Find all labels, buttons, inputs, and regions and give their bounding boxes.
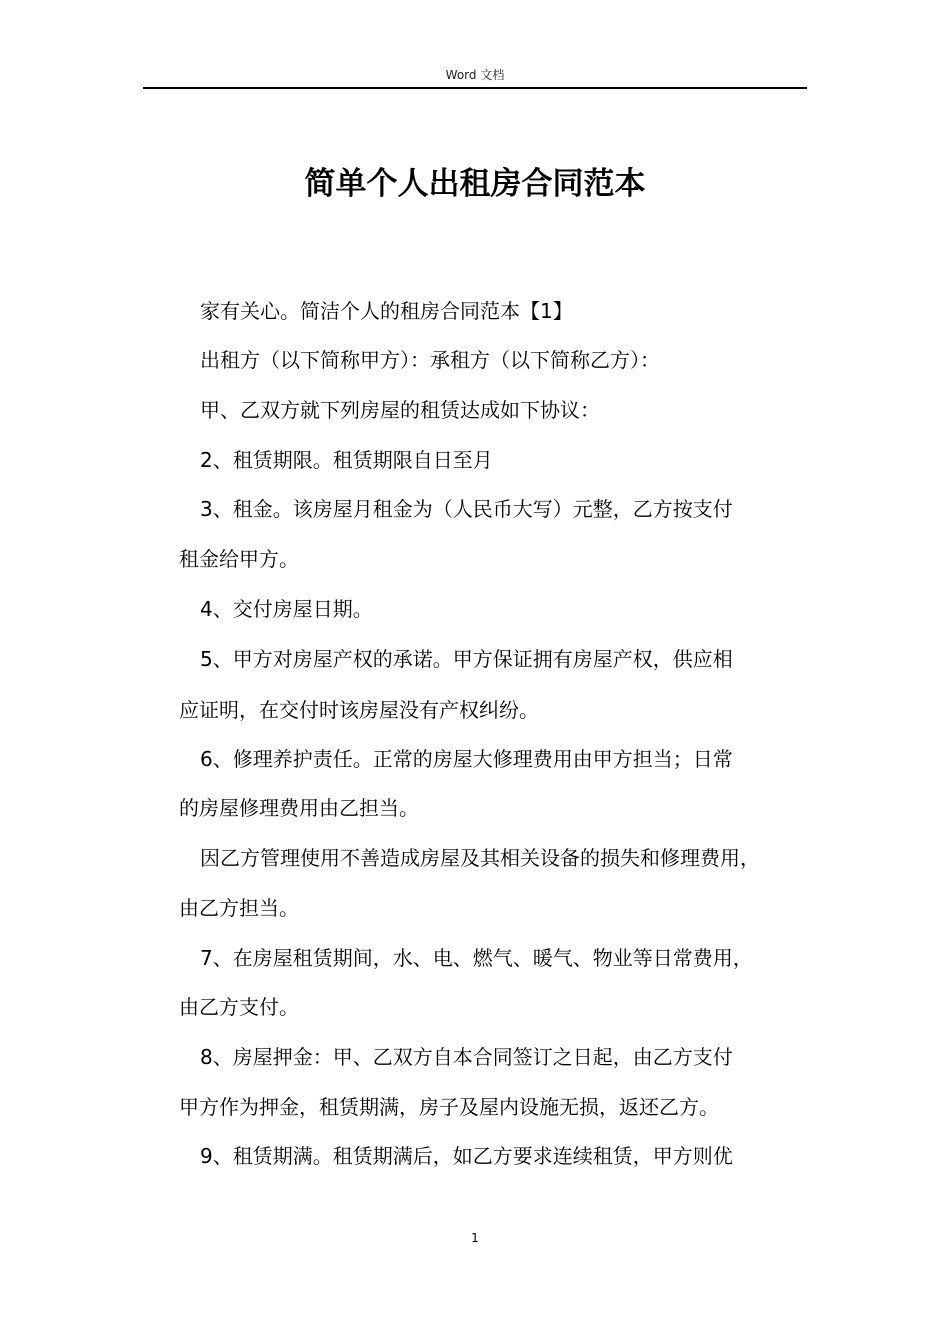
paragraph-line: 5、甲方对房屋产权的承诺。甲方保证拥有房屋产权，供应相 [200,647,733,671]
paragraph-line: 甲方作为押金，租赁期满，房子及屋内设施无损，返还乙方。 [179,1095,719,1119]
paragraph-line: 出租方（以下简称甲方）：承租方（以下简称乙方）： [200,348,660,372]
page-number: 1 [471,1231,479,1245]
paragraph-line: 租金给甲方。 [179,547,299,571]
paragraph-line: 家有关心。简洁个人的租房合同范本【1】 [200,299,573,323]
paragraph-line: 9、租赁期满。租赁期满后，如乙方要求连续租赁，甲方则优 [200,1144,733,1168]
paragraph-line: 3、租金。该房屋月租金为（人民币大写）元整，乙方按支付 [200,497,733,521]
paragraph-line: 应证明，在交付时该房屋没有产权纠纷。 [179,698,539,722]
paragraph-line: 6、修理养护责任。正常的房屋大修理费用由甲方担当；日常 [200,747,733,771]
paragraph-line: 8、房屋押金：甲、乙双方自本合同签订之日起，由乙方支付 [200,1045,733,1069]
header-divider [143,87,807,89]
paragraph-line: 由乙方担当。 [179,896,299,920]
paragraph-line: 4、交付房屋日期。 [200,597,373,621]
document-header-label: Word 文档 [445,68,505,82]
document-title: 简单个人出租房合同范本 [304,166,646,202]
paragraph-line: 由乙方支付。 [179,995,299,1019]
paragraph-line: 7、在房屋租赁期间，水、电、燃气、暖气、物业等日常费用， [200,946,753,970]
paragraph-line: 因乙方管理使用不善造成房屋及其相关设备的损失和修理费用， [200,846,760,870]
paragraph-line: 2、租赁期限。租赁期限自日至月 [200,448,493,472]
paragraph-line: 的房屋修理费用由乙担当。 [179,796,419,820]
paragraph-line: 甲、乙双方就下列房屋的租赁达成如下协议： [200,398,600,422]
